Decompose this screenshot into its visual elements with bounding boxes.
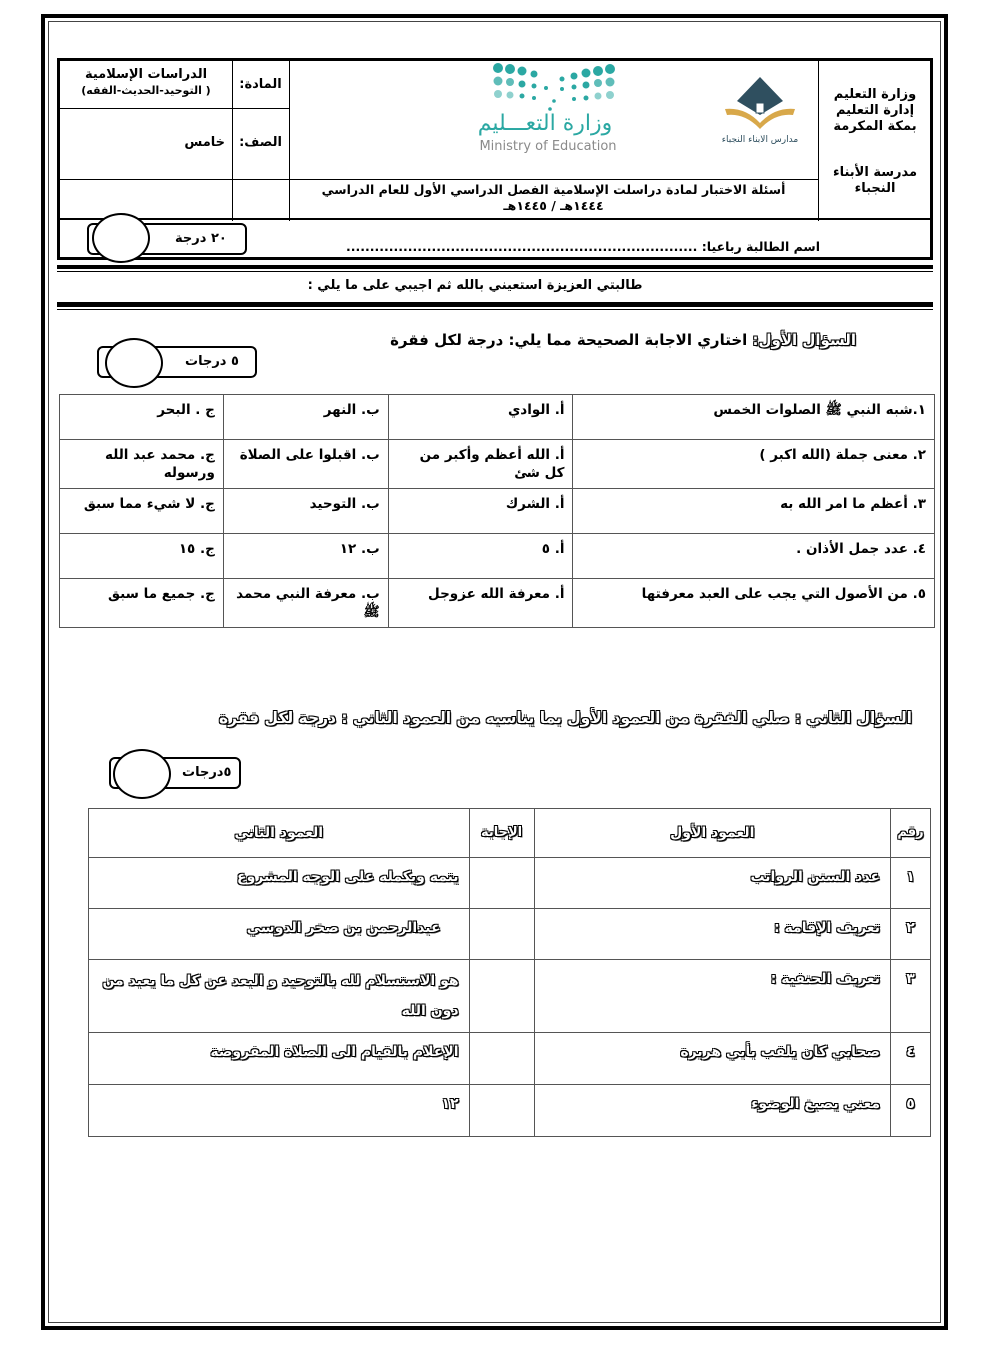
- moe-logo-english: Ministry of Education: [479, 139, 617, 154]
- subject-value: الدراسات الإسلامية ( التوحيد-الحديث-الفقه): [81, 67, 211, 97]
- divider: [57, 309, 933, 310]
- option-c[interactable]: ج. محمد عبد الله ورسوله: [60, 440, 224, 489]
- table-row: [89, 960, 931, 1033]
- question1-score-circle[interactable]: [105, 338, 163, 388]
- divider: [60, 108, 289, 109]
- table-row: [60, 579, 935, 628]
- column1-item: تعريف الإقامة :: [534, 909, 891, 960]
- option-b[interactable]: ب. التوحيد: [223, 489, 388, 534]
- header-number: رقم: [891, 809, 931, 858]
- option-c[interactable]: ج . البحر: [60, 395, 224, 440]
- school-logo: [705, 75, 815, 155]
- answer-cell[interactable]: [469, 1033, 534, 1085]
- option-a[interactable]: أ. الشرك: [388, 489, 573, 534]
- school-name: مدرسة الأبناء النجباء: [832, 165, 918, 196]
- table-row: [60, 489, 935, 534]
- book-pen-logo-icon: [705, 75, 815, 135]
- question2-score: ٥درجات: [182, 765, 232, 780]
- divider: [57, 271, 933, 272]
- header-column2: العمود الثاني: [89, 809, 470, 858]
- option-b[interactable]: ب. معرفة النبي محمد ﷺ: [223, 579, 388, 628]
- question-text: ٥. من الأصول التي يجب على العبد معرفتها: [573, 579, 935, 628]
- answer-cell[interactable]: [469, 1085, 534, 1137]
- intro-text: طالبتي العزيزة استعيني بالله ثم اجيبي على ما يلي :: [307, 278, 643, 293]
- option-b[interactable]: ب. ١٢: [223, 534, 388, 579]
- table-row: [89, 909, 931, 960]
- answer-cell[interactable]: [469, 858, 534, 909]
- option-a[interactable]: أ. ٥: [388, 534, 573, 579]
- table-row: [60, 534, 935, 579]
- exam-title: أسئلة الاختبار لمادة دراسلت الإسلامية الفصل الدراسي الأول للعام الدراسي ١٤٤٤هـ / ١٤٤٥هـ: [321, 182, 786, 213]
- answer-cell[interactable]: [469, 909, 534, 960]
- row-number: ٣: [891, 960, 931, 1033]
- student-name-field[interactable]: اسم الطالبة رباعيا: ..........................................................................: [346, 239, 820, 254]
- ministry-department: وزارة التعليم إدارة التعليم بمكة المكرمة: [833, 87, 917, 134]
- ministry-of-education-logo: [400, 61, 640, 176]
- column2-item: هو الاستسلام لله بالتوحيد و البعد عن كل ما يعبد من دون الله: [89, 960, 470, 1033]
- table-header-row: [89, 809, 931, 858]
- grade-value: خامس: [184, 135, 225, 150]
- exam-header: [57, 58, 933, 260]
- question1-title: السؤال الأول:: [752, 331, 856, 349]
- row-number: ١: [891, 858, 931, 909]
- column1-item: معني يصبغ الوضوء: [534, 1085, 891, 1137]
- question-text: ٤. عدد جمل الأذان .: [573, 534, 935, 579]
- column2-item: الإعلام بالقيام الى الصلاة المفروضة: [89, 1033, 470, 1085]
- divider: [60, 218, 930, 220]
- divider: [57, 265, 933, 269]
- divider: [60, 179, 818, 180]
- question-text: ١.شبه النبي ﷺ الصلوات الخمس: [573, 395, 935, 440]
- option-a[interactable]: أ. الوادي: [388, 395, 573, 440]
- table-row: [60, 440, 935, 489]
- column1-item: صحابي كان يلقب بأبي هريرة: [534, 1033, 891, 1085]
- column2-item: عبدالرحمن بن صخر الدوسي: [89, 909, 470, 960]
- table-row: [89, 1085, 931, 1137]
- question1-score: ٥ درجات: [185, 354, 239, 369]
- question2-title: السؤال الثاني : صلي الفقرة من العمود الأول بما يناسبه من العمود الثاني : درجة لكل فقرة: [218, 709, 912, 727]
- question1-instruction: اختاري الاجابة الصحيحة مما يلي: درجة لكل فقرة: [390, 331, 753, 349]
- question2-score-circle[interactable]: [113, 749, 171, 799]
- table-row: [60, 395, 935, 440]
- question1-heading: [380, 331, 856, 349]
- row-number: ٤: [891, 1033, 931, 1085]
- option-b[interactable]: ب. النهر: [223, 395, 388, 440]
- table-row: [89, 858, 931, 909]
- row-number: ٥: [891, 1085, 931, 1137]
- table-row: [89, 1033, 931, 1085]
- question-text: ٣. أعظم ما امر الله به: [573, 489, 935, 534]
- column1-item: تعريف الحنفية :: [534, 960, 891, 1033]
- option-c[interactable]: ج. ١٥: [60, 534, 224, 579]
- score-circle[interactable]: [92, 213, 150, 263]
- subject-label: المادة:: [239, 77, 282, 92]
- total-score: ٢٠ درجة: [175, 231, 227, 246]
- header-answer: الإجابة: [469, 809, 534, 858]
- option-b[interactable]: ب. اقبلوا على الصلاة: [223, 440, 388, 489]
- grade-label: الصف:: [239, 135, 282, 150]
- question-text: ٢. معنى جملة (الله اكبر ): [573, 440, 935, 489]
- question2-matching-table: [88, 808, 931, 1137]
- column2-item: يتمه ويكمله على الوجه المشروع: [89, 858, 470, 909]
- row-number: ٢: [891, 909, 931, 960]
- question1-table: [59, 394, 935, 628]
- option-a[interactable]: أ. الله أعظم وأكبر من كل شئ: [388, 440, 573, 489]
- header-column1: العمود الأول: [534, 809, 891, 858]
- moe-logo-arabic: وزارة التعـــليم: [477, 111, 613, 136]
- option-c[interactable]: ج. لا شيء مما سبق: [60, 489, 224, 534]
- option-a[interactable]: أ. معرفة الله عزوجل: [388, 579, 573, 628]
- column2-item: ١٢: [89, 1085, 470, 1137]
- column1-item: عدد السنن الرواتب: [534, 858, 891, 909]
- school-logo-caption: مدارس الابناء النجباء: [721, 135, 799, 145]
- option-c[interactable]: ج. جميع ما سبق: [60, 579, 224, 628]
- divider: [57, 302, 933, 307]
- divider: [818, 61, 819, 221]
- answer-cell[interactable]: [469, 960, 534, 1033]
